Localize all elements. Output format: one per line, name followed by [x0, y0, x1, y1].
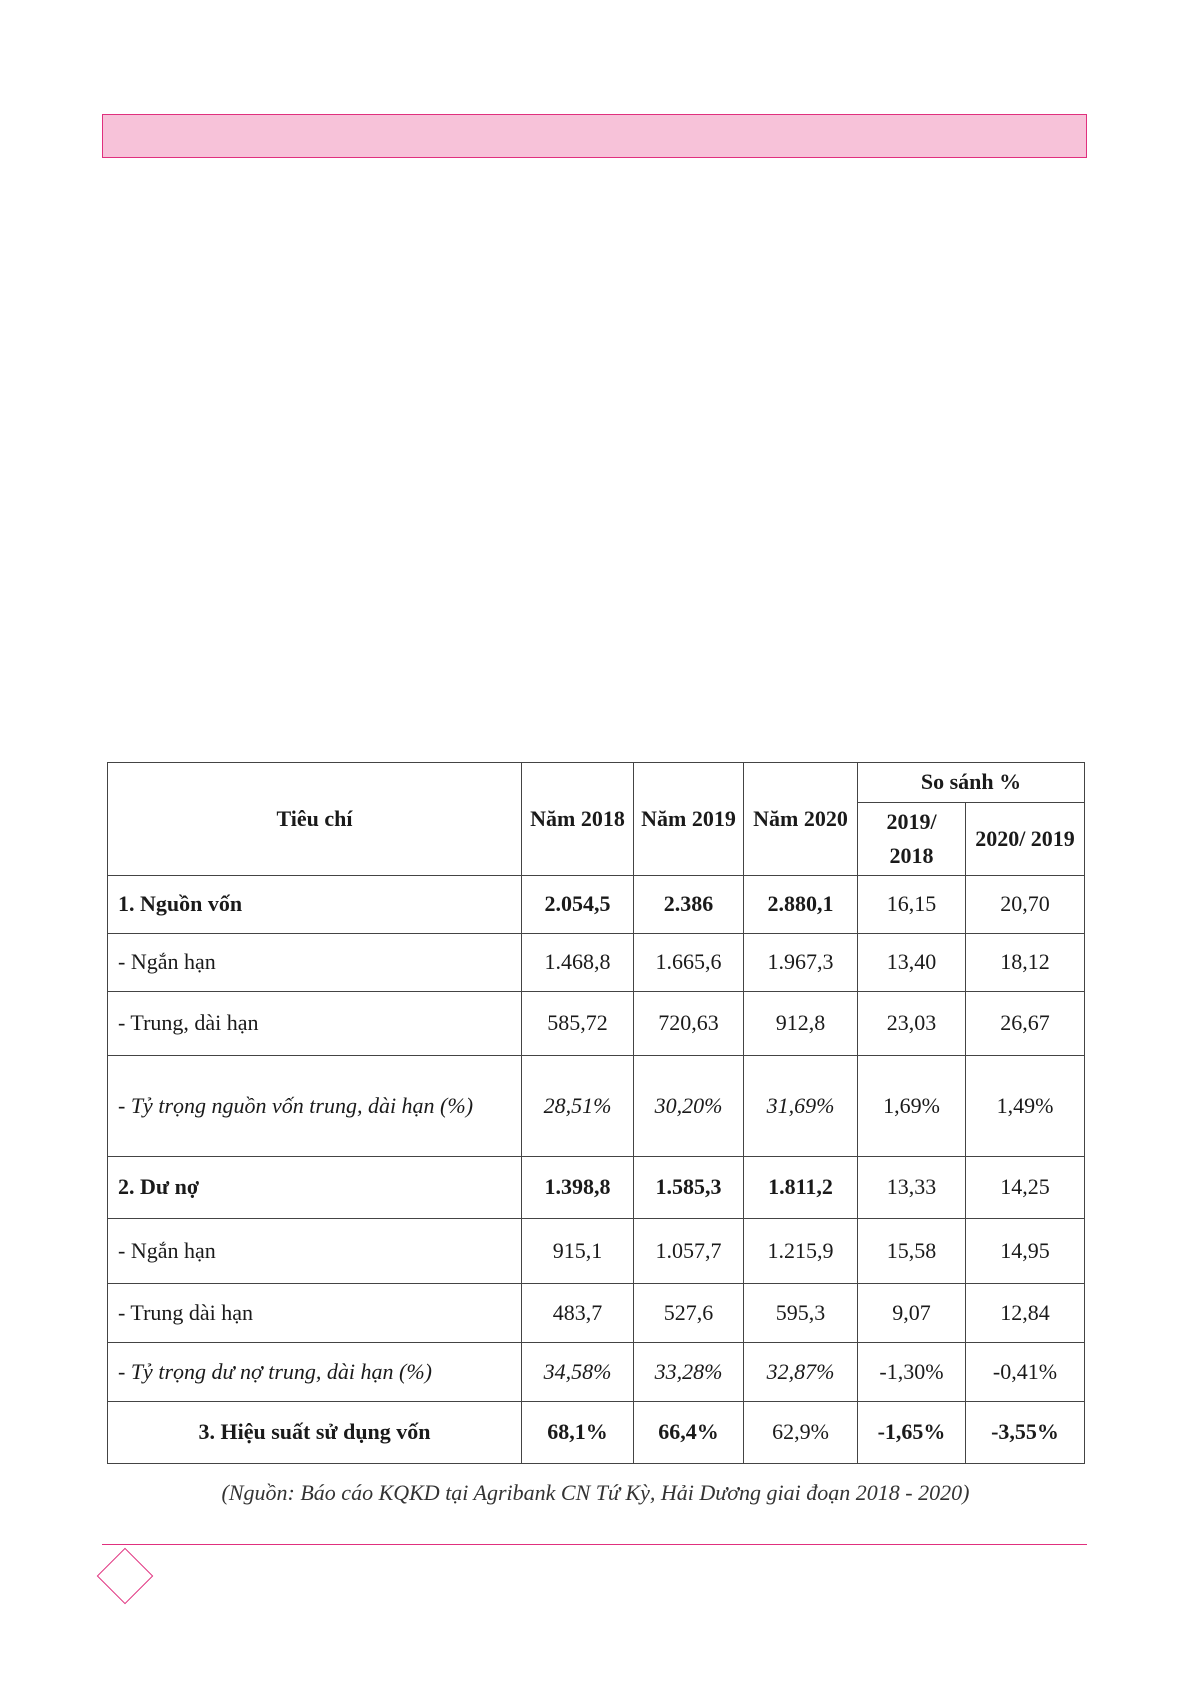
row-label: 2. Dư nợ: [108, 1157, 522, 1219]
cell-compare-2: 14,95: [966, 1219, 1085, 1284]
header-2020: Năm 2020: [744, 763, 858, 876]
table-row: [108, 1219, 1085, 1284]
header-compare-2020-2019: 2020/ 2019: [966, 803, 1085, 876]
cell-2019: 1.585,3: [634, 1157, 744, 1219]
table-row: [108, 1343, 1085, 1402]
source-note: (Nguồn: Báo cáo KQKD tại Agribank CN Tứ Kỳ, Hải Dương giai đoạn 2018 - 2020): [221, 1480, 970, 1505]
header-band: [102, 114, 1087, 158]
row-label: 1. Nguồn vốn: [108, 876, 522, 934]
header-criteria: Tiêu chí: [108, 763, 522, 876]
diamond-icon: [97, 1548, 154, 1605]
cell-2020: 1.967,3: [744, 934, 858, 992]
cell-2020: 62,9%: [744, 1402, 858, 1464]
cell-compare-2: 26,67: [966, 992, 1085, 1056]
table-row: [108, 934, 1085, 992]
cell-compare-1: -1,30%: [858, 1343, 966, 1402]
cell-2019: 1.057,7: [634, 1219, 744, 1284]
cell-2018: 1.398,8: [522, 1157, 634, 1219]
cell-compare-1: -1,65%: [858, 1402, 966, 1464]
table-row: [108, 1402, 1085, 1464]
row-label: - Trung dài hạn: [108, 1284, 522, 1343]
cell-2019: 1.665,6: [634, 934, 744, 992]
cell-compare-2: 1,49%: [966, 1056, 1085, 1157]
cell-2019: 66,4%: [634, 1402, 744, 1464]
cell-compare-1: 13,33: [858, 1157, 966, 1219]
header-2019: Năm 2019: [634, 763, 744, 876]
cell-compare-2: -3,55%: [966, 1402, 1085, 1464]
cell-2018: 1.468,8: [522, 934, 634, 992]
row-label: 3. Hiệu suất sử dụng vốn: [108, 1402, 522, 1464]
cell-2020: 1.811,2: [744, 1157, 858, 1219]
header-compare: So sánh %: [858, 763, 1085, 803]
cell-2018: 2.054,5: [522, 876, 634, 934]
cell-compare-2: 12,84: [966, 1284, 1085, 1343]
cell-compare-1: 1,69%: [858, 1056, 966, 1157]
cell-2020: 912,8: [744, 992, 858, 1056]
cell-compare-1: 16,15: [858, 876, 966, 934]
cell-2020: 2.880,1: [744, 876, 858, 934]
cell-compare-2: 18,12: [966, 934, 1085, 992]
cell-compare-1: 15,58: [858, 1219, 966, 1284]
cell-compare-1: 13,40: [858, 934, 966, 992]
row-label: - Ngắn hạn: [108, 1219, 522, 1284]
cell-2020: 32,87%: [744, 1343, 858, 1402]
header-compare-2019-2018: 2019/ 2018: [858, 803, 966, 876]
cell-2020: 1.215,9: [744, 1219, 858, 1284]
row-label: - Trung, dài hạn: [108, 992, 522, 1056]
footer-rule: [102, 1544, 1087, 1545]
cell-2020: 31,69%: [744, 1056, 858, 1157]
cell-compare-2: 14,25: [966, 1157, 1085, 1219]
cell-compare-1: 23,03: [858, 992, 966, 1056]
cell-compare-1: 9,07: [858, 1284, 966, 1343]
cell-2018: 34,58%: [522, 1343, 634, 1402]
cell-2019: 33,28%: [634, 1343, 744, 1402]
cell-2019: 720,63: [634, 992, 744, 1056]
cell-2018: 68,1%: [522, 1402, 634, 1464]
cell-2020: 595,3: [744, 1284, 858, 1343]
cell-compare-2: -0,41%: [966, 1343, 1085, 1402]
row-label: - Ngắn hạn: [108, 934, 522, 992]
cell-2019: 527,6: [634, 1284, 744, 1343]
cell-2018: 585,72: [522, 992, 634, 1056]
cell-compare-2: 20,70: [966, 876, 1085, 934]
table-row: [108, 1157, 1085, 1219]
cell-2019: 2.386: [634, 876, 744, 934]
header-2018: Năm 2018: [522, 763, 634, 876]
table-row: [108, 876, 1085, 934]
table-row: [108, 1284, 1085, 1343]
table-row: [108, 992, 1085, 1056]
cell-2018: 28,51%: [522, 1056, 634, 1157]
row-label: - Tỷ trọng nguồn vốn trung, dài hạn (%): [108, 1056, 522, 1157]
cell-2018: 915,1: [522, 1219, 634, 1284]
cell-2019: 30,20%: [634, 1056, 744, 1157]
cell-2018: 483,7: [522, 1284, 634, 1343]
table-row: [108, 1056, 1085, 1157]
row-label: - Tỷ trọng dư nợ trung, dài hạn (%): [108, 1343, 522, 1402]
data-table: [107, 762, 1085, 1464]
